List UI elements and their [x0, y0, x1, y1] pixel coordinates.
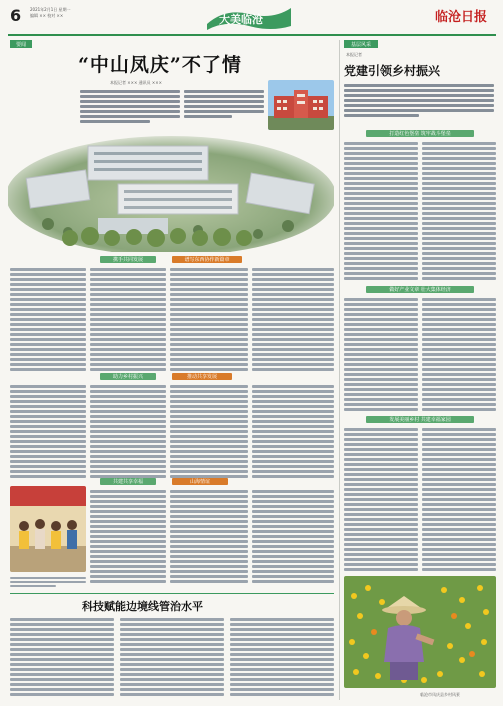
left-text-col-1c [170, 266, 248, 376]
banner [205, 4, 293, 32]
students-photo [10, 486, 86, 572]
photo-caption: 临沧市凤庆县乡村风景 [420, 692, 460, 697]
bottom-text-col-3 [230, 616, 334, 700]
intro-text-right [184, 88, 264, 132]
right-subhead-1: 打造红色堡垒 筑牢战斗堡垒 [366, 130, 474, 137]
right-text-1b [422, 140, 496, 282]
left-subhead-2: 谱写东西协作新篇章 [172, 256, 242, 263]
right-text-1a [344, 140, 418, 282]
right-headline: 党建引领乡村振兴 [344, 64, 441, 78]
bottom-text-col-1 [10, 616, 114, 700]
left-text-col-1d [252, 266, 334, 376]
left-text-col-2b [90, 383, 166, 483]
left-section-tag: 要闻 [10, 40, 32, 48]
right-text-2b [422, 296, 496, 412]
left-subhead-4: 推动共享发展 [172, 373, 232, 380]
left-subhead-5: 共建共享幸福 [100, 478, 156, 485]
paper-name: 临沧日报 [435, 10, 488, 25]
date-line-1: 2021年2月1日 星期一 [30, 7, 71, 12]
right-text-3b [422, 426, 496, 572]
right-section-tag: 基层风采 [344, 40, 378, 48]
hospital-photo [268, 80, 334, 130]
left-text-col-1a [10, 266, 86, 376]
banner-title: 大美临沧 [219, 13, 263, 26]
main-byline: 本报记者 ××× 通讯员 ××× [110, 80, 162, 85]
students-group-icon [10, 486, 86, 572]
flower-field-photo [344, 576, 496, 688]
header-rule [8, 34, 496, 36]
left-text-col-2d [252, 383, 334, 483]
date-line [30, 7, 71, 19]
bottom-headline: 科技赋能边境线管治水平 [82, 600, 203, 613]
left-text-col-3c [170, 488, 248, 588]
left-text-col-2c [170, 383, 248, 483]
right-subhead-3: 发展美丽乡村 共建幸福家园 [366, 416, 474, 423]
tree-row [60, 226, 260, 248]
left-text-col-3b [90, 488, 166, 588]
page-number: 6 [10, 6, 22, 25]
left-subhead-6: 山海情谊 [172, 478, 228, 485]
tree-row-icon [60, 226, 260, 248]
farmer-flower-field-icon [344, 576, 496, 688]
left-subhead-3: 助力乡村振兴 [100, 373, 156, 380]
main-headline: “中山凤庆”不了情 [78, 54, 242, 76]
right-subhead-2: 做好产业文章 壮大集体经济 [366, 286, 474, 293]
students-photo-caption [10, 575, 86, 589]
right-byline-small: 本报记者 [346, 52, 362, 57]
right-intro-text [344, 82, 494, 126]
right-text-3a [344, 426, 418, 572]
left-subhead-1: 携手共同发展 [100, 256, 156, 263]
date-line-2: 编辑 ×× 校对 ×× [30, 13, 64, 18]
right-text-2a [344, 296, 418, 412]
left-text-col-3d [252, 488, 334, 588]
column-divider [339, 40, 340, 700]
left-text-col-2a [10, 383, 86, 483]
left-text-col-1b [90, 266, 166, 376]
intro-text-left [80, 88, 180, 132]
bottom-rule [10, 593, 334, 594]
hospital-building-icon [268, 80, 334, 130]
bottom-text-col-2 [120, 616, 224, 700]
